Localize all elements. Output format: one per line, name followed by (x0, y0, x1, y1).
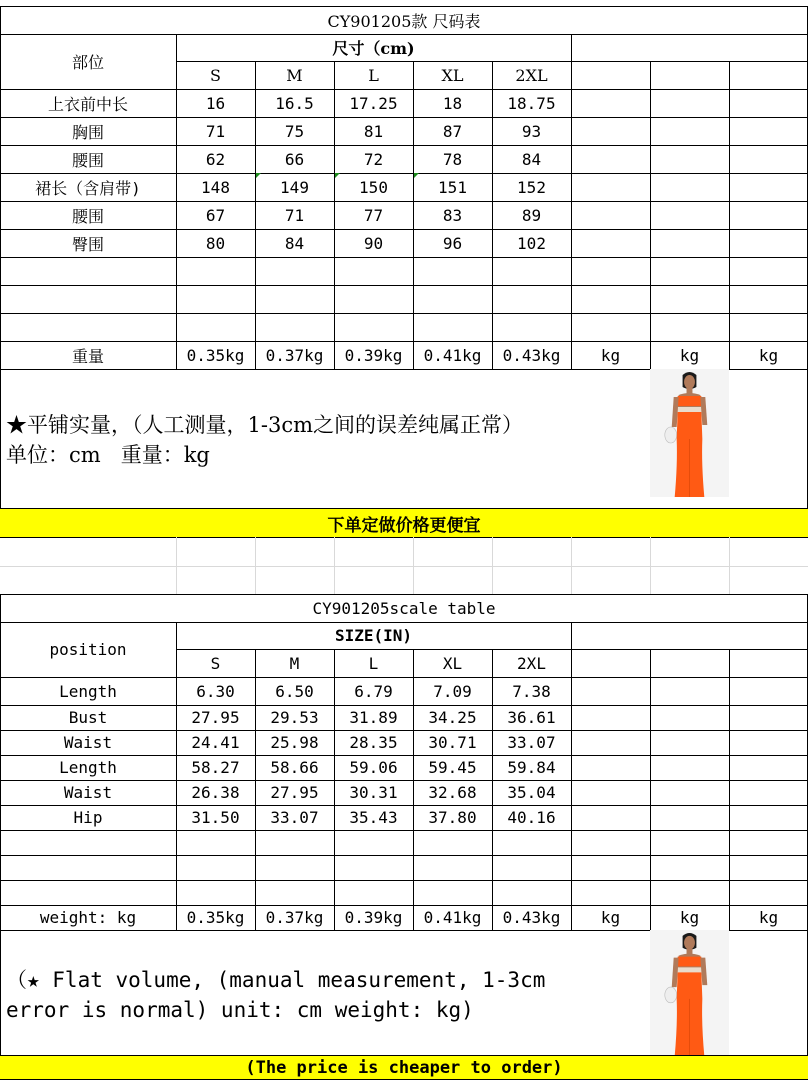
sheet-gridline (334, 537, 335, 594)
table-cell: 77 (363, 205, 384, 225)
table-cell: 67 (205, 205, 226, 225)
table-rule (0, 705, 808, 706)
sheet-gridline (255, 537, 256, 594)
table-cell: 16.5 (275, 93, 314, 113)
table-cell: 58.66 (270, 758, 319, 777)
table-rule (0, 257, 808, 258)
table-rule (0, 677, 808, 678)
table-rule (334, 61, 335, 369)
row-label: 臀围 (71, 234, 104, 254)
weight-label: 重量 (71, 346, 104, 366)
table-rule (0, 341, 808, 342)
row-label: 腰围 (71, 150, 104, 170)
english_table-position-header: position (49, 639, 127, 659)
table-cell: 71 (284, 205, 305, 225)
table-cell: 149 (280, 177, 309, 197)
table-cell: 59.84 (507, 758, 556, 777)
table-cell: 33.07 (507, 733, 556, 752)
row-label: 胸围 (71, 122, 104, 142)
table-cell: 18 (442, 93, 463, 113)
table-cell: 33.07 (270, 808, 319, 827)
table-cell: 7.38 (512, 681, 551, 701)
row-label: 腰围 (71, 206, 104, 226)
table-cell: 27.95 (191, 708, 240, 727)
table-rule (0, 1055, 808, 1056)
table-cell: 27.95 (270, 783, 319, 802)
table-cell: 32.68 (428, 783, 477, 802)
comment-marker (414, 173, 419, 178)
note-line-2: error is normal) unit: cm weight: kg) (6, 998, 474, 1022)
note-line-1: （★ Flat volume, (manual measurement, 1-3cm (6, 968, 546, 992)
weight-cell: kg (758, 345, 779, 365)
table-cell: 59.06 (349, 758, 398, 777)
size-label-2xl: 2XL (517, 653, 546, 673)
weight-cell: kg (758, 908, 779, 927)
row-label: Waist (63, 733, 113, 752)
english_table-size-header: SIZE(IN) (334, 626, 413, 645)
row-label: Length (59, 681, 117, 701)
sheet-gridline (492, 537, 493, 594)
table-rule (729, 61, 730, 369)
row-label: 上衣前中长 (47, 94, 128, 114)
table-rule (0, 537, 808, 538)
comment-marker (256, 173, 261, 178)
table-rule (650, 649, 651, 930)
weight-cell: kg (600, 345, 621, 365)
table-cell: 89 (521, 205, 542, 225)
table-cell: 96 (442, 233, 463, 253)
table-rule (176, 34, 177, 369)
table-cell: 81 (363, 121, 384, 141)
size-label-m: M (289, 653, 300, 673)
table-rule (334, 649, 335, 930)
promo-banner: (The price is cheaper to order) (0, 1056, 808, 1080)
table-rule (0, 594, 1, 930)
table-rule (0, 6, 1, 369)
size-label-l: L (368, 65, 379, 85)
weight-cell: 0.41kg (423, 908, 482, 927)
size-label-2xl: 2XL (515, 65, 548, 85)
table-cell: 28.35 (349, 733, 398, 752)
table-rule (413, 649, 414, 930)
table-rule (0, 145, 808, 146)
row-label: Bust (68, 708, 108, 727)
table-cell: 71 (205, 121, 226, 141)
table-cell: 150 (359, 177, 388, 197)
weight-cell: kg (679, 345, 700, 365)
table-cell: 35.43 (349, 808, 398, 827)
model-photo (650, 930, 729, 1056)
table-cell: 30.31 (349, 783, 398, 802)
table-cell: 7.09 (433, 681, 472, 701)
table-rule (0, 508, 808, 509)
weight-cell: 0.39kg (344, 345, 403, 365)
weight-cell: 0.37kg (265, 345, 324, 365)
weight-label: weight: kg (39, 908, 137, 927)
english_table-title: CY901205scale table (312, 598, 496, 618)
weight-cell: 0.41kg (423, 345, 482, 365)
table-rule (571, 61, 572, 369)
table-cell: 16 (205, 93, 226, 113)
size-label-m: M (286, 65, 303, 85)
weight-cell: 0.37kg (265, 908, 324, 927)
weight-cell: kg (679, 908, 700, 927)
row-label: 裙长（含肩带) (35, 178, 141, 198)
table-cell: 25.98 (270, 733, 319, 752)
table-cell: 62 (205, 149, 226, 169)
table-rule (0, 805, 808, 806)
table-cell: 24.41 (191, 733, 240, 752)
table-rule (492, 61, 493, 369)
table-rule (571, 34, 572, 61)
sheet-gridline (176, 537, 177, 594)
row-label: Length (59, 758, 117, 777)
table-rule (0, 905, 808, 906)
size-label-xl: XL (441, 65, 464, 85)
chinese_table-size-header: 尺寸（cm) (332, 39, 415, 58)
weight-cell: 0.35kg (186, 908, 245, 927)
table-cell: 17.25 (349, 93, 398, 113)
table-rule (0, 89, 808, 90)
weight-cell: 0.43kg (502, 345, 561, 365)
table-rule (0, 229, 808, 230)
table-cell: 152 (517, 177, 546, 197)
table-cell: 66 (284, 149, 305, 169)
note-line-2: 单位：cm 重量：kg (6, 443, 210, 467)
table-rule (0, 880, 808, 881)
table-rule (255, 61, 256, 369)
table-cell: 80 (205, 233, 226, 253)
table-cell: 58.27 (191, 758, 240, 777)
weight-cell: kg (600, 908, 621, 927)
table-rule (0, 594, 808, 595)
table-rule (0, 201, 808, 202)
table-rule (0, 830, 808, 831)
table-cell: 35.04 (507, 783, 556, 802)
table-rule (255, 649, 256, 930)
chinese_table-position-header: 部位 (71, 52, 104, 72)
size-label-s: S (210, 65, 221, 85)
table-cell: 151 (438, 177, 467, 197)
table-rule (0, 755, 808, 756)
table-cell: 102 (517, 233, 546, 253)
table-cell: 93 (521, 121, 542, 141)
table-cell: 37.80 (428, 808, 477, 827)
table-rule (176, 622, 177, 930)
table-cell: 59.45 (428, 758, 477, 777)
promo-banner: 下单定做价格更便宜 (0, 509, 808, 537)
table-cell: 18.75 (507, 93, 556, 113)
table-cell: 84 (521, 149, 542, 169)
table-cell: 87 (442, 121, 463, 141)
weight-cell: 0.35kg (186, 345, 245, 365)
size-label-l: L (368, 653, 379, 673)
table-cell: 30.71 (428, 733, 477, 752)
table-rule (0, 313, 808, 314)
table-cell: 26.38 (191, 783, 240, 802)
table-cell: 31.89 (349, 708, 398, 727)
weight-cell: 0.43kg (502, 908, 561, 927)
size-label-xl: XL (442, 653, 463, 673)
table-rule (0, 285, 808, 286)
chinese_table-title: CY901205款 尺码表 (327, 11, 481, 31)
table-cell: 72 (363, 149, 384, 169)
table-cell: 6.50 (275, 681, 314, 701)
table-rule (0, 855, 808, 856)
table-cell: 6.30 (196, 681, 235, 701)
table-rule (0, 173, 808, 174)
table-cell: 6.79 (354, 681, 393, 701)
row-label: Hip (73, 808, 103, 827)
note-line-1: ★平铺实量，（人工测量，1-3cm之间的误差纯属正常） (6, 413, 523, 437)
table-rule (650, 61, 651, 369)
table-rule (0, 730, 808, 731)
table-rule (492, 649, 493, 930)
table-cell: 90 (363, 233, 384, 253)
size-label-s: S (210, 653, 221, 673)
model-photo (650, 369, 729, 497)
table-rule (0, 34, 808, 35)
row-label: Waist (63, 783, 113, 802)
table-rule (0, 780, 808, 781)
sheet-gridline (571, 537, 572, 594)
table-cell: 36.61 (507, 708, 556, 727)
table-rule (571, 649, 572, 930)
table-cell: 78 (442, 149, 463, 169)
weight-cell: 0.39kg (344, 908, 403, 927)
table-rule (729, 649, 730, 930)
sheet-gridline (413, 537, 414, 594)
table-cell: 29.53 (270, 708, 319, 727)
table-rule (0, 622, 808, 623)
table-cell: 84 (284, 233, 305, 253)
table-cell: 40.16 (507, 808, 556, 827)
sheet-gridline (650, 537, 651, 594)
table-rule (413, 61, 414, 369)
sheet-gridline (729, 537, 730, 594)
table-cell: 34.25 (428, 708, 477, 727)
table-rule (571, 622, 572, 649)
table-rule (0, 117, 808, 118)
table-cell: 31.50 (191, 808, 240, 827)
sheet-gridline (0, 566, 808, 567)
table-rule (0, 6, 808, 7)
table-cell: 148 (201, 177, 230, 197)
table-cell: 75 (284, 121, 305, 141)
comment-marker (335, 173, 340, 178)
table-cell: 83 (442, 205, 463, 225)
